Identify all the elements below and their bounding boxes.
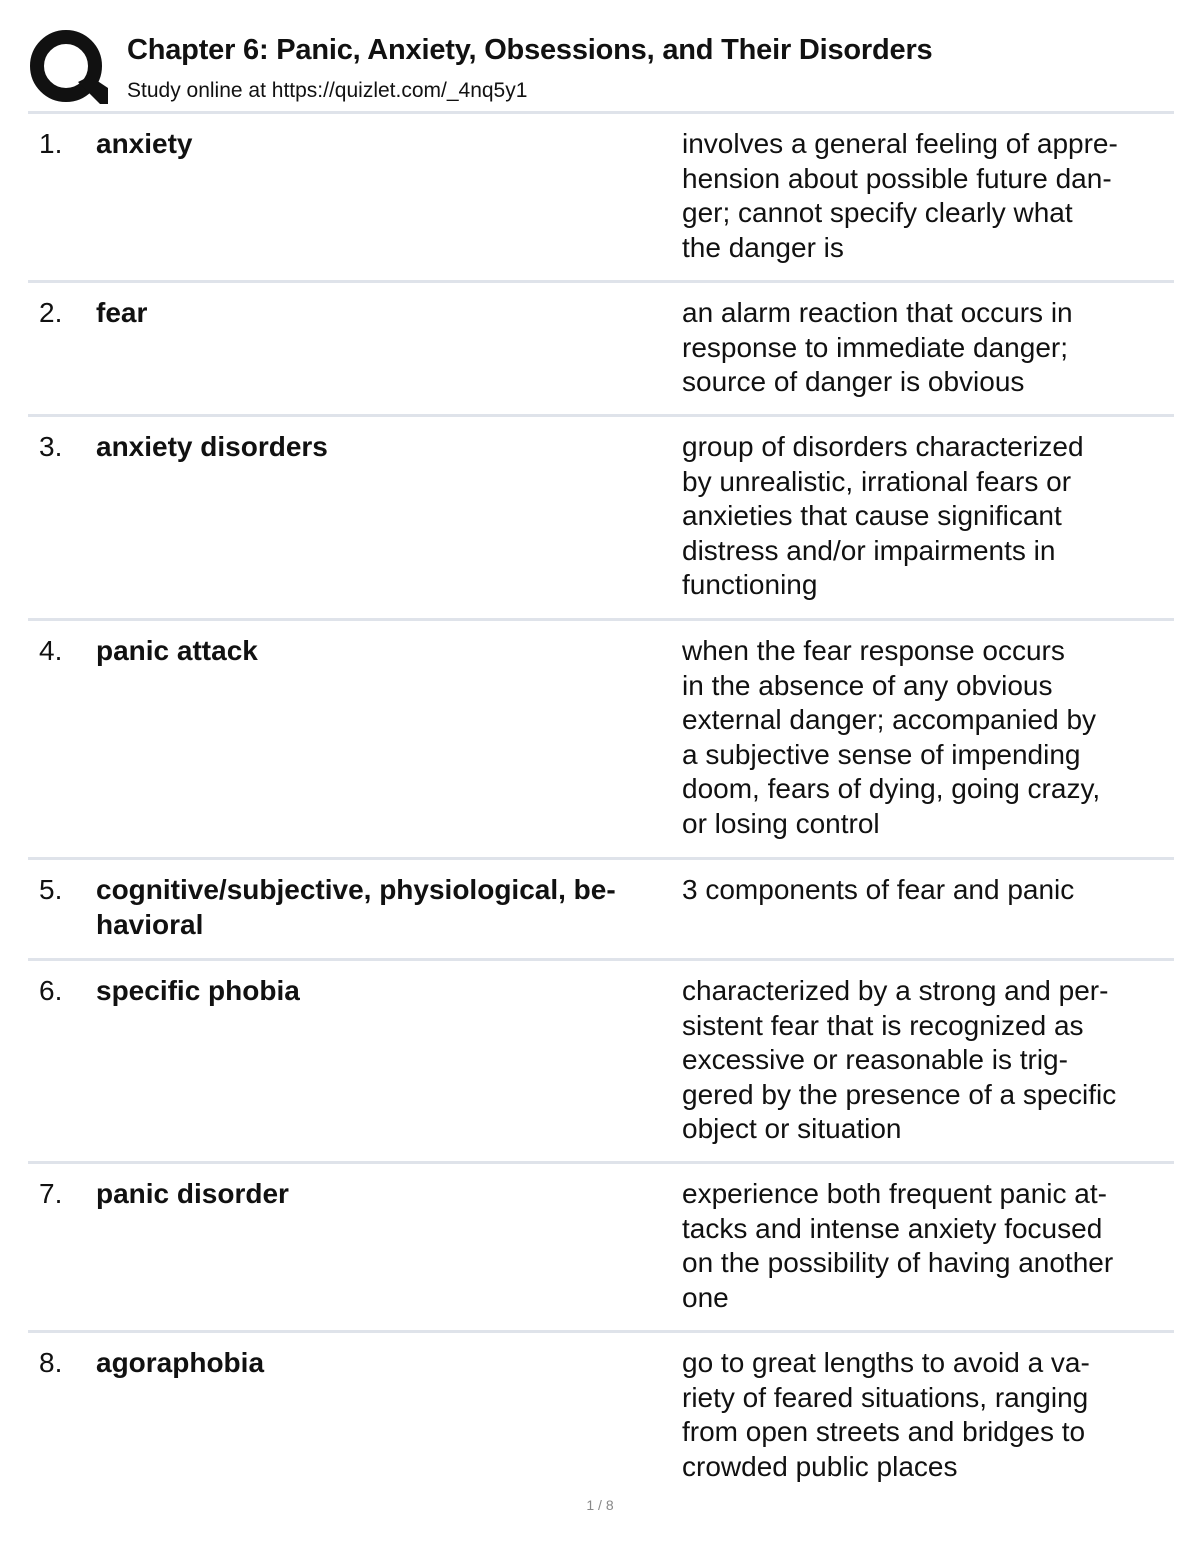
card-number: 8. <box>39 1347 63 1378</box>
card-term: anxiety <box>96 128 193 159</box>
card-definition: group of disorders characterized by unrealistic, irrational fears or anxieties that cause significant distress and/or impairments in functioning <box>682 431 1084 600</box>
flashcard-row <box>28 961 1174 1164</box>
card-term: anxiety disorders <box>96 431 328 462</box>
page-title: Chapter 6: Panic, Anxiety, Obsessions, and Their Disorders <box>127 34 933 66</box>
card-number: 3. <box>39 431 63 462</box>
card-number: 6. <box>39 975 63 1006</box>
card-definition: an alarm reaction that occurs in response to immediate danger; source of danger is obvious <box>682 297 1073 397</box>
flashcard-row <box>28 621 1174 860</box>
card-definition: when the fear response occurs in the absence of any obvious external danger; accompanied by a subjective sense of impending doom, fears of dying, going crazy, or losing control <box>682 635 1101 839</box>
flashcard-row <box>28 1164 1174 1333</box>
card-term: specific phobia <box>96 975 300 1006</box>
quizlet-q-logo-icon <box>28 28 108 108</box>
card-term: cognitive/subjective, physiological, be- havioral <box>96 874 616 940</box>
card-number: 7. <box>39 1178 63 1209</box>
flashcard-row <box>28 417 1174 621</box>
flashcard-row <box>28 860 1174 961</box>
card-term: agoraphobia <box>96 1347 265 1378</box>
card-number: 1. <box>39 128 63 159</box>
card-definition: go to great lengths to avoid a va- riety of feared situations, ranging from open streets and bridges to crowded public places <box>682 1347 1090 1482</box>
page-number: 1 / 8 <box>586 1497 614 1513</box>
flashcard-row <box>28 283 1174 417</box>
card-definition: 3 components of fear and panic <box>682 874 1075 905</box>
page-header <box>28 28 1174 112</box>
flashcard-list <box>28 114 1174 1498</box>
card-term: panic attack <box>96 635 258 666</box>
card-definition: characterized by a strong and per- sistent fear that is recognized as excessive or reasonable is trig- gered by the presence of a specific object or situation <box>682 975 1117 1144</box>
card-definition: involves a general feeling of appre- hension about possible future dan- ger; cannot specify clearly what the danger is <box>682 128 1118 263</box>
flashcard-row <box>28 1333 1174 1498</box>
card-number: 5. <box>39 874 63 905</box>
card-term: panic disorder <box>96 1178 289 1209</box>
card-number: 4. <box>39 635 63 666</box>
card-number: 2. <box>39 297 63 328</box>
card-term: fear <box>96 297 148 328</box>
flashcard-row <box>28 114 1174 283</box>
card-definition: experience both frequent panic at- tacks and intense anxiety focused on the possibility of having another one <box>682 1178 1114 1313</box>
study-online-link[interactable]: Study online at https://quizlet.com/_4nq5y1 <box>127 79 528 102</box>
